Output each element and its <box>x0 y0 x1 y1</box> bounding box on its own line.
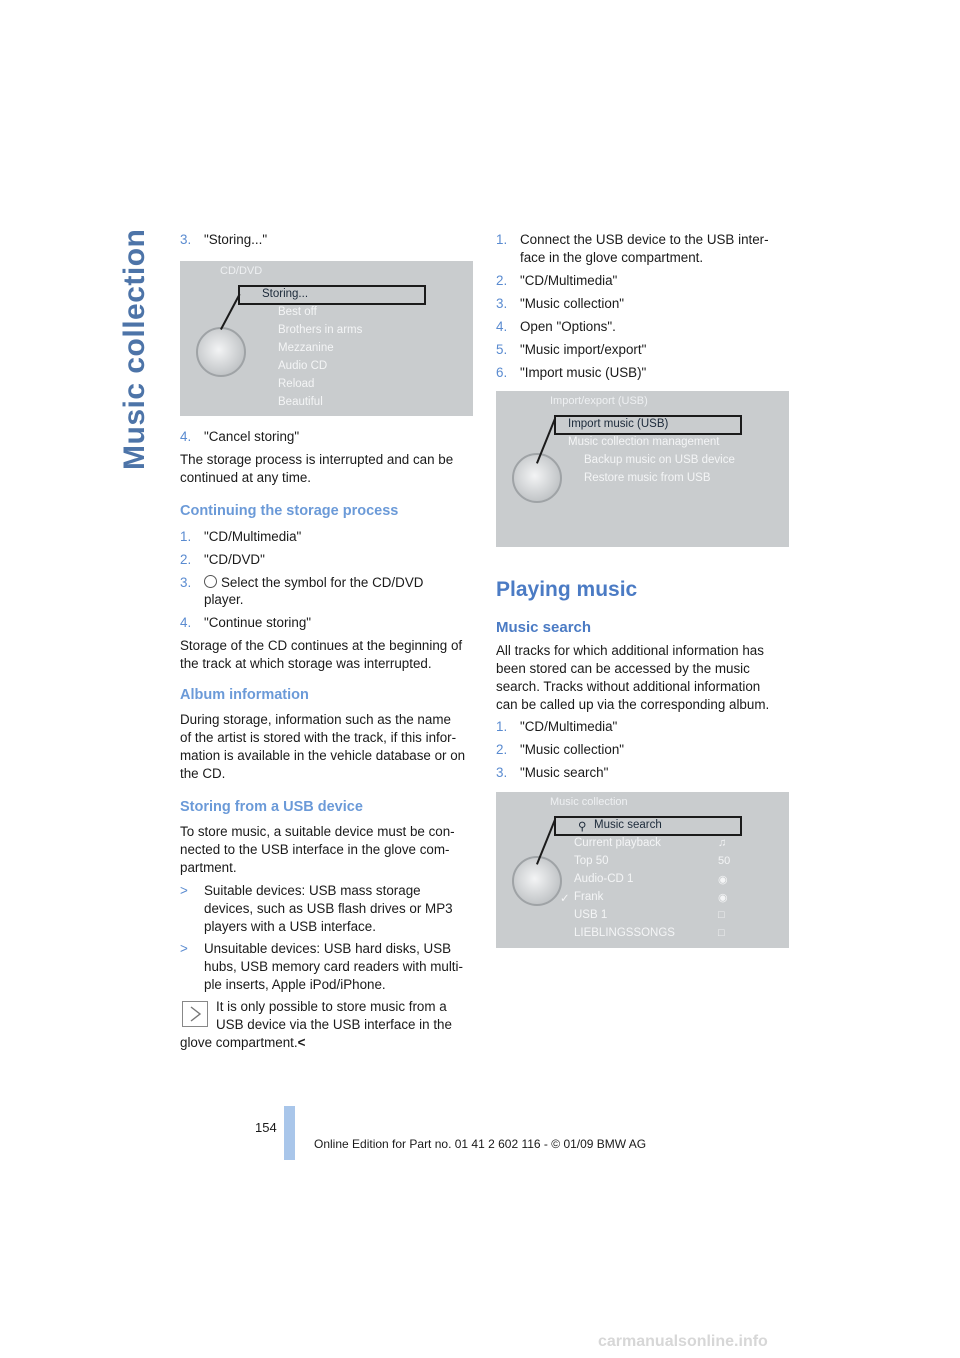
screen-import-export <box>496 391 789 547</box>
bullet-line: players with a USB interface. <box>204 919 376 934</box>
menu-row: Frank <box>574 891 604 903</box>
step-storing: 3. "Storing..." <box>180 232 268 247</box>
list-item: 3. Select the symbol for the CD/DVD <box>180 575 424 590</box>
paragraph-line: partment. <box>180 860 237 875</box>
playback-icon: ♫ <box>718 837 727 849</box>
cd-symbol-icon <box>204 575 217 588</box>
list-item: 3. "Music search" <box>496 765 609 780</box>
list-item: 2. "Music collection" <box>496 742 625 757</box>
list-item: 2. "CD/DVD" <box>180 552 265 567</box>
controller-knob-icon <box>196 327 246 377</box>
menu-row: Backup music on USB device <box>584 454 735 466</box>
paragraph-line: All tracks for which additional information has <box>496 643 764 658</box>
note-line: USB device via the USB interface in the <box>216 1017 452 1032</box>
menu-row: Brothers in arms <box>278 324 363 336</box>
paragraph-line: mation is available in the vehicle database or on <box>180 748 466 763</box>
bullet-line: Suitable devices: USB mass storage <box>204 883 421 898</box>
cd-icon: ◉ <box>718 892 728 904</box>
bullet-marker: > <box>180 941 188 956</box>
menu-row: Music collection management <box>568 436 720 448</box>
note-line: It is only possible to store music from a <box>216 999 447 1014</box>
bullet-line: devices, such as USB flash drives or MP3 <box>204 901 453 916</box>
note-arrow-icon <box>182 1001 208 1027</box>
paragraph: The storage process is interrupted and can be continued at any time. <box>180 452 454 485</box>
check-icon: ✓ <box>560 893 570 905</box>
bullet-marker: > <box>180 883 188 898</box>
list-item: 2. "CD/Multimedia" <box>496 273 618 288</box>
screen-header: Import/export (USB) <box>550 395 648 407</box>
list-item: 3. "Music collection" <box>496 296 625 311</box>
menu-row: Music search <box>594 819 662 831</box>
heading-usb: Storing from a USB device <box>180 799 363 815</box>
paragraph-line: search. Tracks without additional information <box>496 679 761 694</box>
menu-row: Storing... <box>262 288 309 300</box>
list-item: player. <box>204 592 244 607</box>
section-side-title: Music collection <box>118 228 151 470</box>
paragraph-line: To store music, a suitable device must be con- <box>180 824 455 839</box>
menu-row: Restore music from USB <box>584 472 711 484</box>
menu-row: Mezzanine <box>278 342 334 354</box>
search-icon: ⚲ <box>578 821 587 833</box>
list-item: face in the glove compartment. <box>520 250 704 265</box>
menu-row: Beautiful <box>278 396 323 408</box>
list-item: 1. "CD/Multimedia" <box>180 529 302 544</box>
menu-row: LIEBLINGSSONGS <box>574 927 675 939</box>
folder-icon: □ <box>718 927 725 939</box>
heading-music-search: Music search <box>496 619 592 636</box>
bullet-line: hubs, USB memory card readers with multi- <box>204 959 463 974</box>
menu-row: Audio-CD 1 <box>574 873 634 885</box>
bullet-line: Unsuitable devices: USB hard disks, USB <box>204 941 452 956</box>
footer-text: Online Edition for Part no. 01 41 2 602 116 - © 01/09 BMW AG <box>314 1137 647 1151</box>
top50-icon: 50 <box>718 855 731 867</box>
page-number: 154 <box>255 1120 277 1135</box>
list-item: 4. "Continue storing" <box>180 615 312 630</box>
menu-row: Best off <box>278 306 317 318</box>
list-item: 1. "CD/Multimedia" <box>496 719 618 734</box>
list-item: 4. Open "Options". <box>496 319 616 334</box>
paragraph-line: can be called up via the corresponding album. <box>496 697 770 712</box>
menu-row: Audio CD <box>278 360 328 372</box>
watermark: carmanualsonline.info <box>598 1333 768 1350</box>
screen-header: Music collection <box>550 796 628 808</box>
heading-playing-music: Playing music <box>496 578 638 601</box>
screen-music-collection <box>496 792 789 948</box>
cd-icon: ◉ <box>718 874 728 886</box>
list-item: 1. Connect the USB device to the USB inter- <box>496 232 769 247</box>
heading-continuing: Continuing the storage process <box>180 503 399 519</box>
paragraph-line: Storage of the CD continues at the beginning of <box>180 638 463 653</box>
paragraph-line: of the artist is stored with the track, if this infor- <box>180 730 457 745</box>
menu-row: Import music (USB) <box>568 418 669 430</box>
footer-bar <box>284 1106 295 1160</box>
paragraph-line: been stored can be accessed by the music <box>496 661 750 676</box>
bullet-line: ple inserts, Apple iPod/iPhone. <box>204 977 386 992</box>
paragraph-line: the track at which storage was interrupted. <box>180 656 432 671</box>
menu-row: Reload <box>278 378 315 390</box>
screen-header: CD/DVD <box>220 265 263 277</box>
screen-cd-dvd <box>180 261 473 416</box>
paragraph-line: the CD. <box>180 766 226 781</box>
note-end-mark: < <box>297 1035 306 1050</box>
paragraph-line: nected to the USB interface in the glove com- <box>180 842 450 857</box>
list-item: 6. "Import music (USB)" <box>496 365 647 380</box>
menu-row: USB 1 <box>574 909 608 921</box>
menu-row: Top 50 <box>574 855 609 867</box>
folder-icon: □ <box>718 909 725 921</box>
menu-row: Current playback <box>574 837 661 849</box>
heading-album: Album information <box>180 687 309 703</box>
list-item: 5. "Music import/export" <box>496 342 647 357</box>
note-line: glove compartment.< <box>180 1035 306 1050</box>
step-cancel: 4. "Cancel storing" <box>180 429 300 444</box>
paragraph-line: During storage, information such as the name <box>180 712 451 727</box>
